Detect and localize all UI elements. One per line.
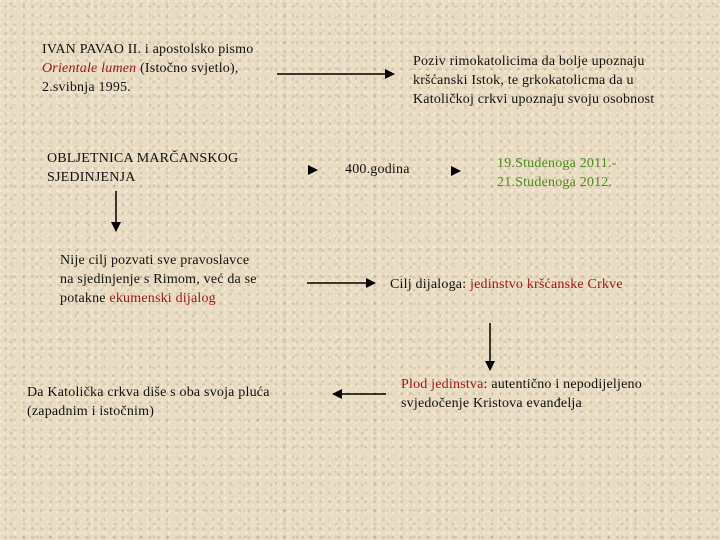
invitation-line1: Poziv rimokatolicima da bolje upoznaju [413, 54, 645, 69]
arrow-anniversary-to-years [308, 165, 318, 175]
arrow-years-to-dates [451, 166, 461, 176]
dialogue-goal-prefix: Cilj dijaloga: [390, 277, 470, 292]
invitation-line2: kršćanski Istok, te grkokatolicma da u [413, 73, 634, 88]
invitation-line3: Katoličkoj crkvi upoznaju svoju osobnost [413, 92, 655, 107]
pope-letter-date: 2.svibnja 1995. [42, 80, 131, 95]
lungs-line1: Da Katolička crkva diše s oba svoja pluća [27, 385, 270, 400]
fruit-line2: svjedočenje Kristova evanđelja [401, 396, 582, 411]
fruit-highlight: Plod jedinstva [401, 377, 484, 392]
years-label: 400.godina [345, 162, 410, 177]
goal-note-prefix: potakne [60, 291, 110, 306]
pope-letter-line1: IVAN PAVAO II. i apostolsko pismo [42, 42, 254, 57]
anniversary-line2: SJEDINJENJA [47, 170, 136, 185]
goal-note-line1: Nije cilj pozvati sve pravoslavce [60, 253, 250, 268]
goal-note-line2: na sjedinjenje s Rimom, već da se [60, 272, 257, 287]
anniversary-line1: OBLJETNICA MARČANSKOG [47, 151, 239, 166]
church-unity-highlight: jedinstvo kršćanske Crkve [470, 277, 623, 292]
date-range-line1: 19.Studenoga 2011.- [497, 156, 617, 171]
lungs-line2: (zapadnim i istočnim) [27, 404, 155, 419]
fruit-suffix: : autentično i nepodijeljeno [483, 377, 642, 392]
letter-title: Orientale lumen [42, 61, 137, 76]
date-range-line2: 21.Studenoga 2012. [497, 175, 613, 190]
ecumenical-dialogue-highlight: ekumenski dijalog [109, 291, 216, 306]
letter-subtitle: (Istočno svjetlo), [136, 61, 239, 76]
